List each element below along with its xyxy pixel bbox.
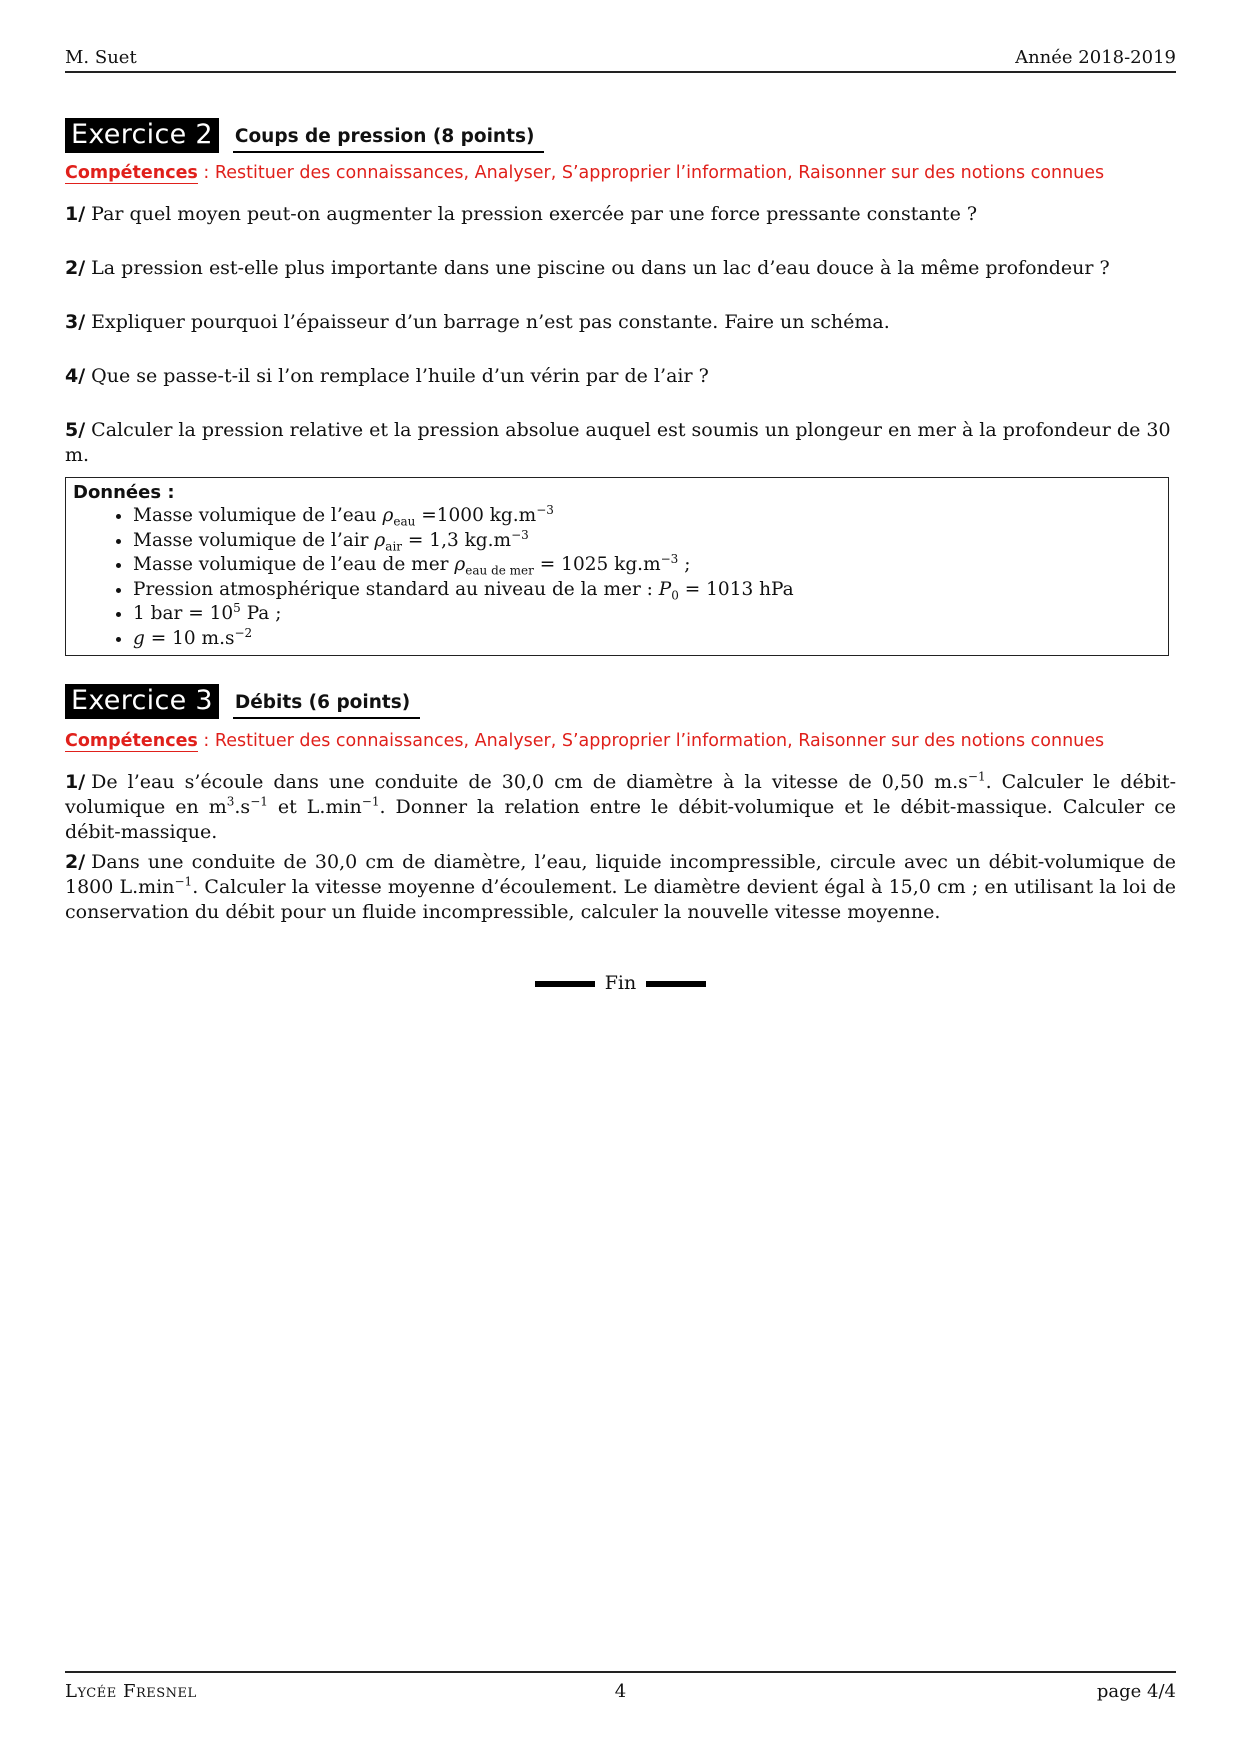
exercise-2-badge: Exercice 2 bbox=[65, 118, 219, 153]
exercise-2-competences bbox=[65, 163, 1104, 183]
exercise-3-badge: Exercice 3 bbox=[65, 684, 219, 719]
footer-page-of: page 4/4 bbox=[1096, 1681, 1176, 1702]
data-item: • Masse volumique de l’eau $\rho_{eau} =1000$ $kg.m^{-3}$ bbox=[133, 504, 1168, 529]
exercise-3-title: Débits (6 points) bbox=[233, 692, 420, 719]
end-bar-left bbox=[535, 981, 595, 987]
header-divider bbox=[65, 71, 1176, 73]
exercise-2-question-2 bbox=[65, 256, 1176, 281]
question-number: 2/ bbox=[65, 851, 86, 873]
footer-page-number: 4 bbox=[614, 1681, 627, 1702]
question-number: 4/ bbox=[65, 365, 86, 387]
question-text: Calculer la pression relative et la pression absolue auquel est soumis un plongeur en mer à la profondeur de 30 m. bbox=[65, 419, 1171, 466]
end-label: Fin bbox=[604, 972, 637, 994]
question-text: Que se passe-t-il si l’on remplace l’huile d’un vérin par de l’air ? bbox=[91, 365, 709, 387]
data-list bbox=[73, 504, 1168, 651]
data-item: • Pression atmosphérique standard au niveau de la mer : $P_0 = 1013$ hPa bbox=[133, 578, 1168, 603]
exercise-2-question-3 bbox=[65, 310, 1176, 335]
exercise-2-heading bbox=[65, 118, 544, 153]
exercise-3-question-1: 1/ De l’eau s’écoule dans une conduite de 30,0 cm de diamètre à la vitesse de 0,50 $m.s^{-1}$. Calculer le débit-volumique en $m^3.s^{-1}$ et $L.\min^{-1}$. Donner la relation entre le débit-volumique et le débit-massique. Calculer ce débit-massique. bbox=[65, 769, 1176, 843]
question-number: 5/ bbox=[65, 419, 86, 441]
question-number: 3/ bbox=[65, 311, 86, 333]
question-text: La pression est-elle plus importante dans une piscine ou dans un lac d’eau douce à la même profondeur ? bbox=[91, 257, 1110, 279]
question-number: 1/ bbox=[65, 771, 86, 793]
question-number: 2/ bbox=[65, 257, 86, 279]
data-item: • g = 10 $m.s^{-2}$ bbox=[133, 627, 1168, 652]
competences-label: Compétences bbox=[65, 163, 198, 183]
exercise-2-question-4 bbox=[65, 364, 1176, 389]
question-text: Par quel moyen peut-on augmenter la pression exercée par une force pressante constante ? bbox=[91, 203, 978, 225]
footer-school: Lycée Fresnel bbox=[65, 1681, 197, 1702]
end-bar-right bbox=[646, 981, 706, 987]
header-author: M. Suet bbox=[65, 47, 137, 68]
data-box bbox=[65, 477, 1169, 656]
footer-divider bbox=[65, 1671, 1176, 1673]
exercise-2-question-1 bbox=[65, 202, 1176, 227]
exercise-2-title: Coups de pression (8 points) bbox=[233, 126, 545, 153]
header-year: Année 2018-2019 bbox=[1015, 47, 1176, 68]
exercise-3-question-2: 2/ Dans une conduite de 30,0 cm de diamètre, l’eau, liquide incompressible, circule avec un débit-volumique de 1800 $L.\min^{-1}$. Calculer la vitesse moyenne d’écoulement. Le diamètre devient égal à 15,0 cm ; en utilisant la loi de conservation du débit pour un fluide incompressible, calculer la nouvelle vitesse moyenne. bbox=[65, 851, 1176, 923]
competences-label: Compétences bbox=[65, 731, 198, 751]
data-item: • Masse volumique de l’air $\rho_{air} = 1,3$ $kg.m^{-3}$ bbox=[133, 529, 1168, 554]
question-text: Expliquer pourquoi l’épaisseur d’un barrage n’est pas constante. Faire un schéma. bbox=[91, 311, 890, 333]
exercise-2-question-5 bbox=[65, 418, 1176, 468]
exercise-3-competences bbox=[65, 731, 1104, 751]
end-marker bbox=[0, 972, 1241, 994]
data-item: • Masse volumique de l’eau de mer $\rho_{eau de mer} = 1025$ $kg.m^{-3}$ ; bbox=[133, 553, 1168, 578]
competences-text: : Restituer des connaissances, Analyser, S’approprier l’information, Raisonner sur des notions connues bbox=[197, 163, 1105, 183]
question-number: 1/ bbox=[65, 203, 86, 225]
data-item: • 1 bar = $10^5$ Pa ; bbox=[133, 602, 1168, 627]
exercise-3-heading bbox=[65, 684, 420, 719]
data-box-title: Données : bbox=[73, 482, 175, 503]
competences-text: : Restituer des connaissances, Analyser, S’approprier l’information, Raisonner sur des notions connues bbox=[197, 731, 1105, 751]
